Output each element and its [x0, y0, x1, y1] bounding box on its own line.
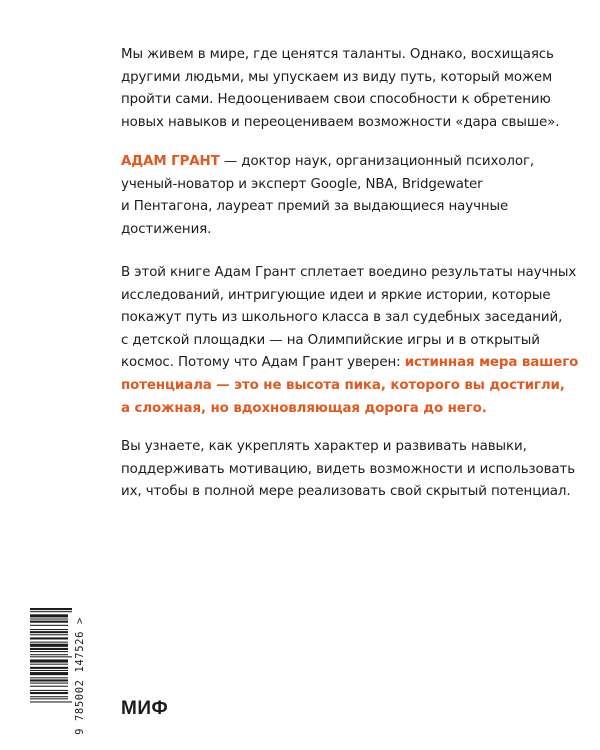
text-line: исследований, интригующие идеи и яркие истории, которые: [121, 287, 551, 303]
barcode-bar: [30, 683, 68, 684]
intro-paragraph: [121, 44, 561, 134]
highlight-text: истинная мера вашего: [404, 355, 579, 371]
barcode-bar: [30, 664, 68, 665]
barcode-bar: [30, 648, 68, 650]
barcode-bar: [30, 654, 68, 655]
text-line: [121, 352, 579, 375]
barcode-bar: [30, 672, 68, 675]
highlight-line: потенциала — это не высота пика, которого вы достигли,: [121, 377, 565, 393]
barcode-bar: [30, 656, 72, 657]
text-line: и Пентагона, лауреат премий за выдающиеся научные: [121, 199, 509, 215]
text-line: достижения.: [121, 221, 212, 237]
text-line: ученый-новатор и эксперт Google, NBA, Bridgewater: [121, 176, 483, 192]
text-line: Мы живем в мире, где ценятся таланты. Однако, восхищаясь: [121, 47, 554, 62]
barcode-bar: [30, 670, 68, 671]
text-line: с детской площадки — на Олимпийские игры и в открытый: [121, 332, 540, 348]
barcode-bar: [30, 621, 68, 623]
barcode-bar: [30, 608, 72, 610]
barcode-bar: [30, 696, 68, 697]
highlight-line: а сложная, но вдохновляющая дорога до него.: [121, 400, 487, 416]
barcode-bar: [30, 698, 68, 699]
author-description: — доктор наук, организационный психолог,: [219, 154, 535, 169]
plain-text: космос. Потому что Адам Грант уверен:: [121, 355, 405, 371]
barcode-bar: [30, 659, 68, 662]
publisher-logo: МИФ: [121, 698, 169, 719]
barcode-bar: [30, 692, 68, 694]
text-line: В этой книге Адам Грант сплетает воедино результаты научных: [121, 265, 577, 280]
barcode-bar: [30, 631, 68, 633]
text-line: новых навыков и переоцениваем возможности «дара свыше».: [121, 114, 560, 130]
barcode-bar: [30, 686, 68, 687]
text-line: пройти сами. Недооцениваем свои способности к обретению: [121, 92, 551, 108]
text-line: покажут путь из школьного класса в зал судебных заседаний,: [121, 310, 563, 326]
isbn-barcode: [30, 606, 105, 746]
barcode-bars: [30, 606, 72, 746]
barcode-bar: [30, 614, 68, 617]
text-line: их, чтобы в полной мере реализовать свой скрытый потенциал.: [121, 484, 571, 500]
barcode-bar: [30, 629, 68, 630]
barcode-bar: [30, 625, 68, 626]
text-line: [121, 151, 561, 174]
barcode-bar: [30, 679, 68, 681]
barcode-bar: [30, 642, 68, 643]
author-paragraph: [121, 151, 561, 241]
barcode-bar: [30, 619, 68, 620]
barcode-bar: [30, 644, 68, 647]
text-line: Вы узнаете, как укреплять характер и развивать навыки,: [121, 439, 527, 454]
benefits-paragraph: [121, 436, 576, 504]
author-name: АДАМ ГРАНТ: [121, 154, 220, 169]
text-line: другими людьми, мы упускаем из виду путь, который можем: [121, 69, 553, 85]
barcode-digits: 9 785002 147526 >: [74, 617, 86, 735]
barcode-bar: [30, 611, 72, 612]
barcode-bar: [30, 690, 68, 691]
barcode-bar: [30, 634, 68, 635]
book-description-paragraph: [121, 262, 579, 420]
barcode-bar: [30, 637, 68, 639]
barcode-bar: [30, 701, 72, 702]
barcode-bar: [30, 677, 68, 678]
barcode-bar: [30, 667, 68, 669]
barcode-bar: [30, 651, 68, 652]
text-line: поддерживать мотивацию, видеть возможности и использовать: [121, 461, 576, 477]
